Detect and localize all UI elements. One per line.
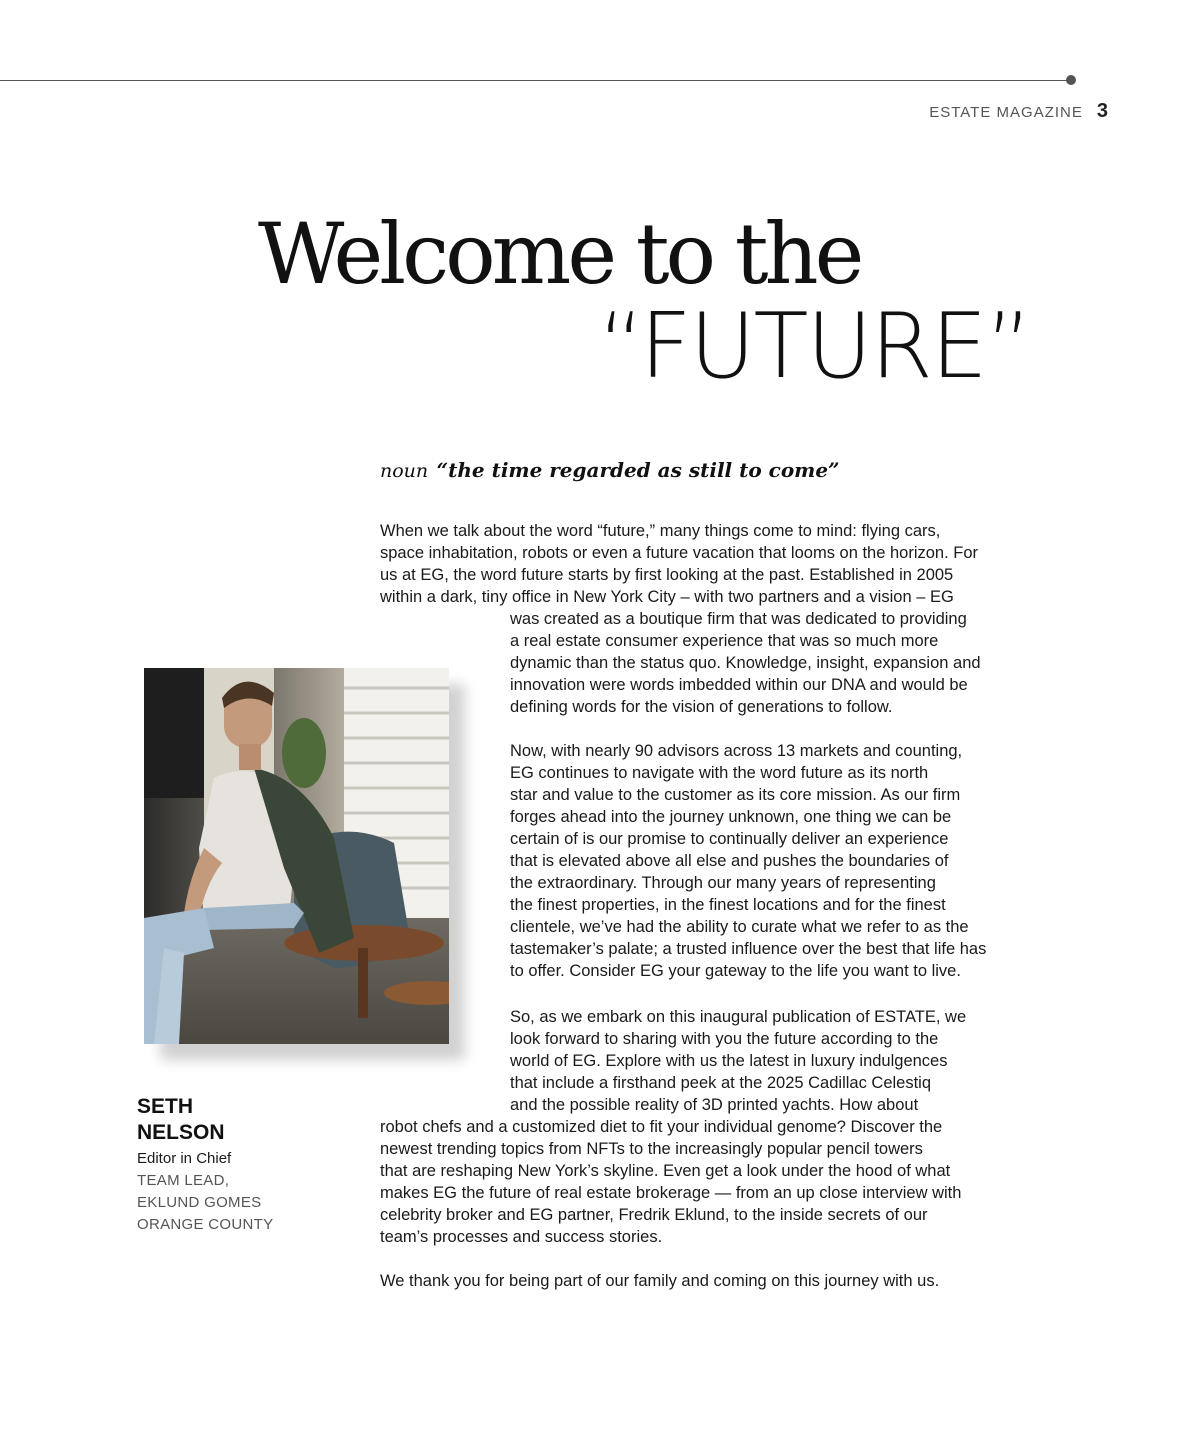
top-rule xyxy=(0,80,1070,81)
article-line: that is elevated above all else and pushes the boundaries of xyxy=(510,852,949,870)
article-line: that include a firsthand peek at the 2025 Cadillac Celestiq xyxy=(510,1074,932,1092)
editor-photo xyxy=(144,668,449,1044)
definition-part-of-speech: noun xyxy=(380,460,429,482)
article-line: to offer. Consider EG your gateway to the life you want to live. xyxy=(510,962,961,980)
article-line: We thank you for being part of our family and coming on this journey with us. xyxy=(380,1272,940,1290)
magazine-name: ESTATE MAGAZINE xyxy=(929,104,1083,121)
article-line: space inhabitation, robots or even a future vacation that looms on the horizon. For xyxy=(380,544,979,562)
article-line: tastemaker’s palate; a trusted influence over the best that life has xyxy=(510,940,987,958)
byline-org-line: EKLUND GOMES xyxy=(137,1194,262,1211)
article-line: certain of is our promise to continually deliver an experience xyxy=(510,830,949,848)
byline-org-line: TEAM LEAD, xyxy=(137,1172,230,1189)
byline-role: Editor in Chief xyxy=(137,1150,232,1167)
article-line: world of EG. Explore with us the latest in luxury indulgences xyxy=(510,1052,948,1070)
article-line: the extraordinary. Through our many years of representing xyxy=(510,874,936,892)
article-line: forges ahead into the journey unknown, one thing we can be xyxy=(510,808,952,826)
article-line: makes EG the future of real estate brokerage — from an up close interview with xyxy=(380,1184,962,1202)
page-title-line1: Welcome to the xyxy=(258,205,861,303)
article-line: that are reshaping New York’s skyline. Even get a look under the hood of what xyxy=(380,1162,951,1180)
article-line: star and value to the customer as its core mission. As our firm xyxy=(510,786,961,804)
page-number: 3 xyxy=(1096,100,1108,122)
byline-first-name: SETH xyxy=(137,1095,194,1118)
article-line: When we talk about the word “future,” many things come to mind: flying cars, xyxy=(380,522,941,540)
article-line: celebrity broker and EG partner, Fredrik Eklund, to the inside secrets of our xyxy=(380,1206,928,1224)
article-line: a real estate consumer experience that was so much more xyxy=(510,632,939,650)
page-title-line2: “FUTURE” xyxy=(598,294,1031,399)
article-line: was created as a boutique firm that was dedicated to providing xyxy=(510,610,967,628)
article-line: us at EG, the word future starts by first looking at the past. Established in 2005 xyxy=(380,566,954,584)
article-line: defining words for the vision of generations to follow. xyxy=(510,698,893,716)
byline-org-line: ORANGE COUNTY xyxy=(137,1216,274,1233)
byline xyxy=(137,1096,273,1236)
definition xyxy=(380,458,840,482)
article-line: the finest properties, in the finest locations and for the finest xyxy=(510,896,946,914)
article-line: and the possible reality of 3D printed yachts. How about xyxy=(510,1096,919,1114)
article-line: within a dark, tiny office in New York City – with two partners and a vision – EG xyxy=(380,588,954,606)
article-line: dynamic than the status quo. Knowledge, insight, expansion and xyxy=(510,654,981,672)
article-line: So, as we embark on this inaugural publication of ESTATE, we xyxy=(510,1008,967,1026)
definition-text: “the time regarded as still to come” xyxy=(436,458,840,482)
article-line: newest trending topics from NFTs to the increasingly popular pencil towers xyxy=(380,1140,923,1158)
article-line: Now, with nearly 90 advisors across 13 markets and counting, xyxy=(510,742,963,760)
running-head xyxy=(929,100,1108,123)
article-line: robot chefs and a customized diet to fit your individual genome? Discover the xyxy=(380,1118,943,1136)
rule-end-dot xyxy=(1066,75,1076,85)
article-line: EG continues to navigate with the word future as its north xyxy=(510,764,929,782)
article-line: look forward to sharing with you the future according to the xyxy=(510,1030,939,1048)
byline-last-name: NELSON xyxy=(137,1121,225,1144)
article-line: team’s processes and success stories. xyxy=(380,1228,663,1246)
article-line: innovation were words imbedded within our DNA and would be xyxy=(510,676,968,694)
article-line: clientele, we’ve had the ability to curate what we refer to as the xyxy=(510,918,969,936)
